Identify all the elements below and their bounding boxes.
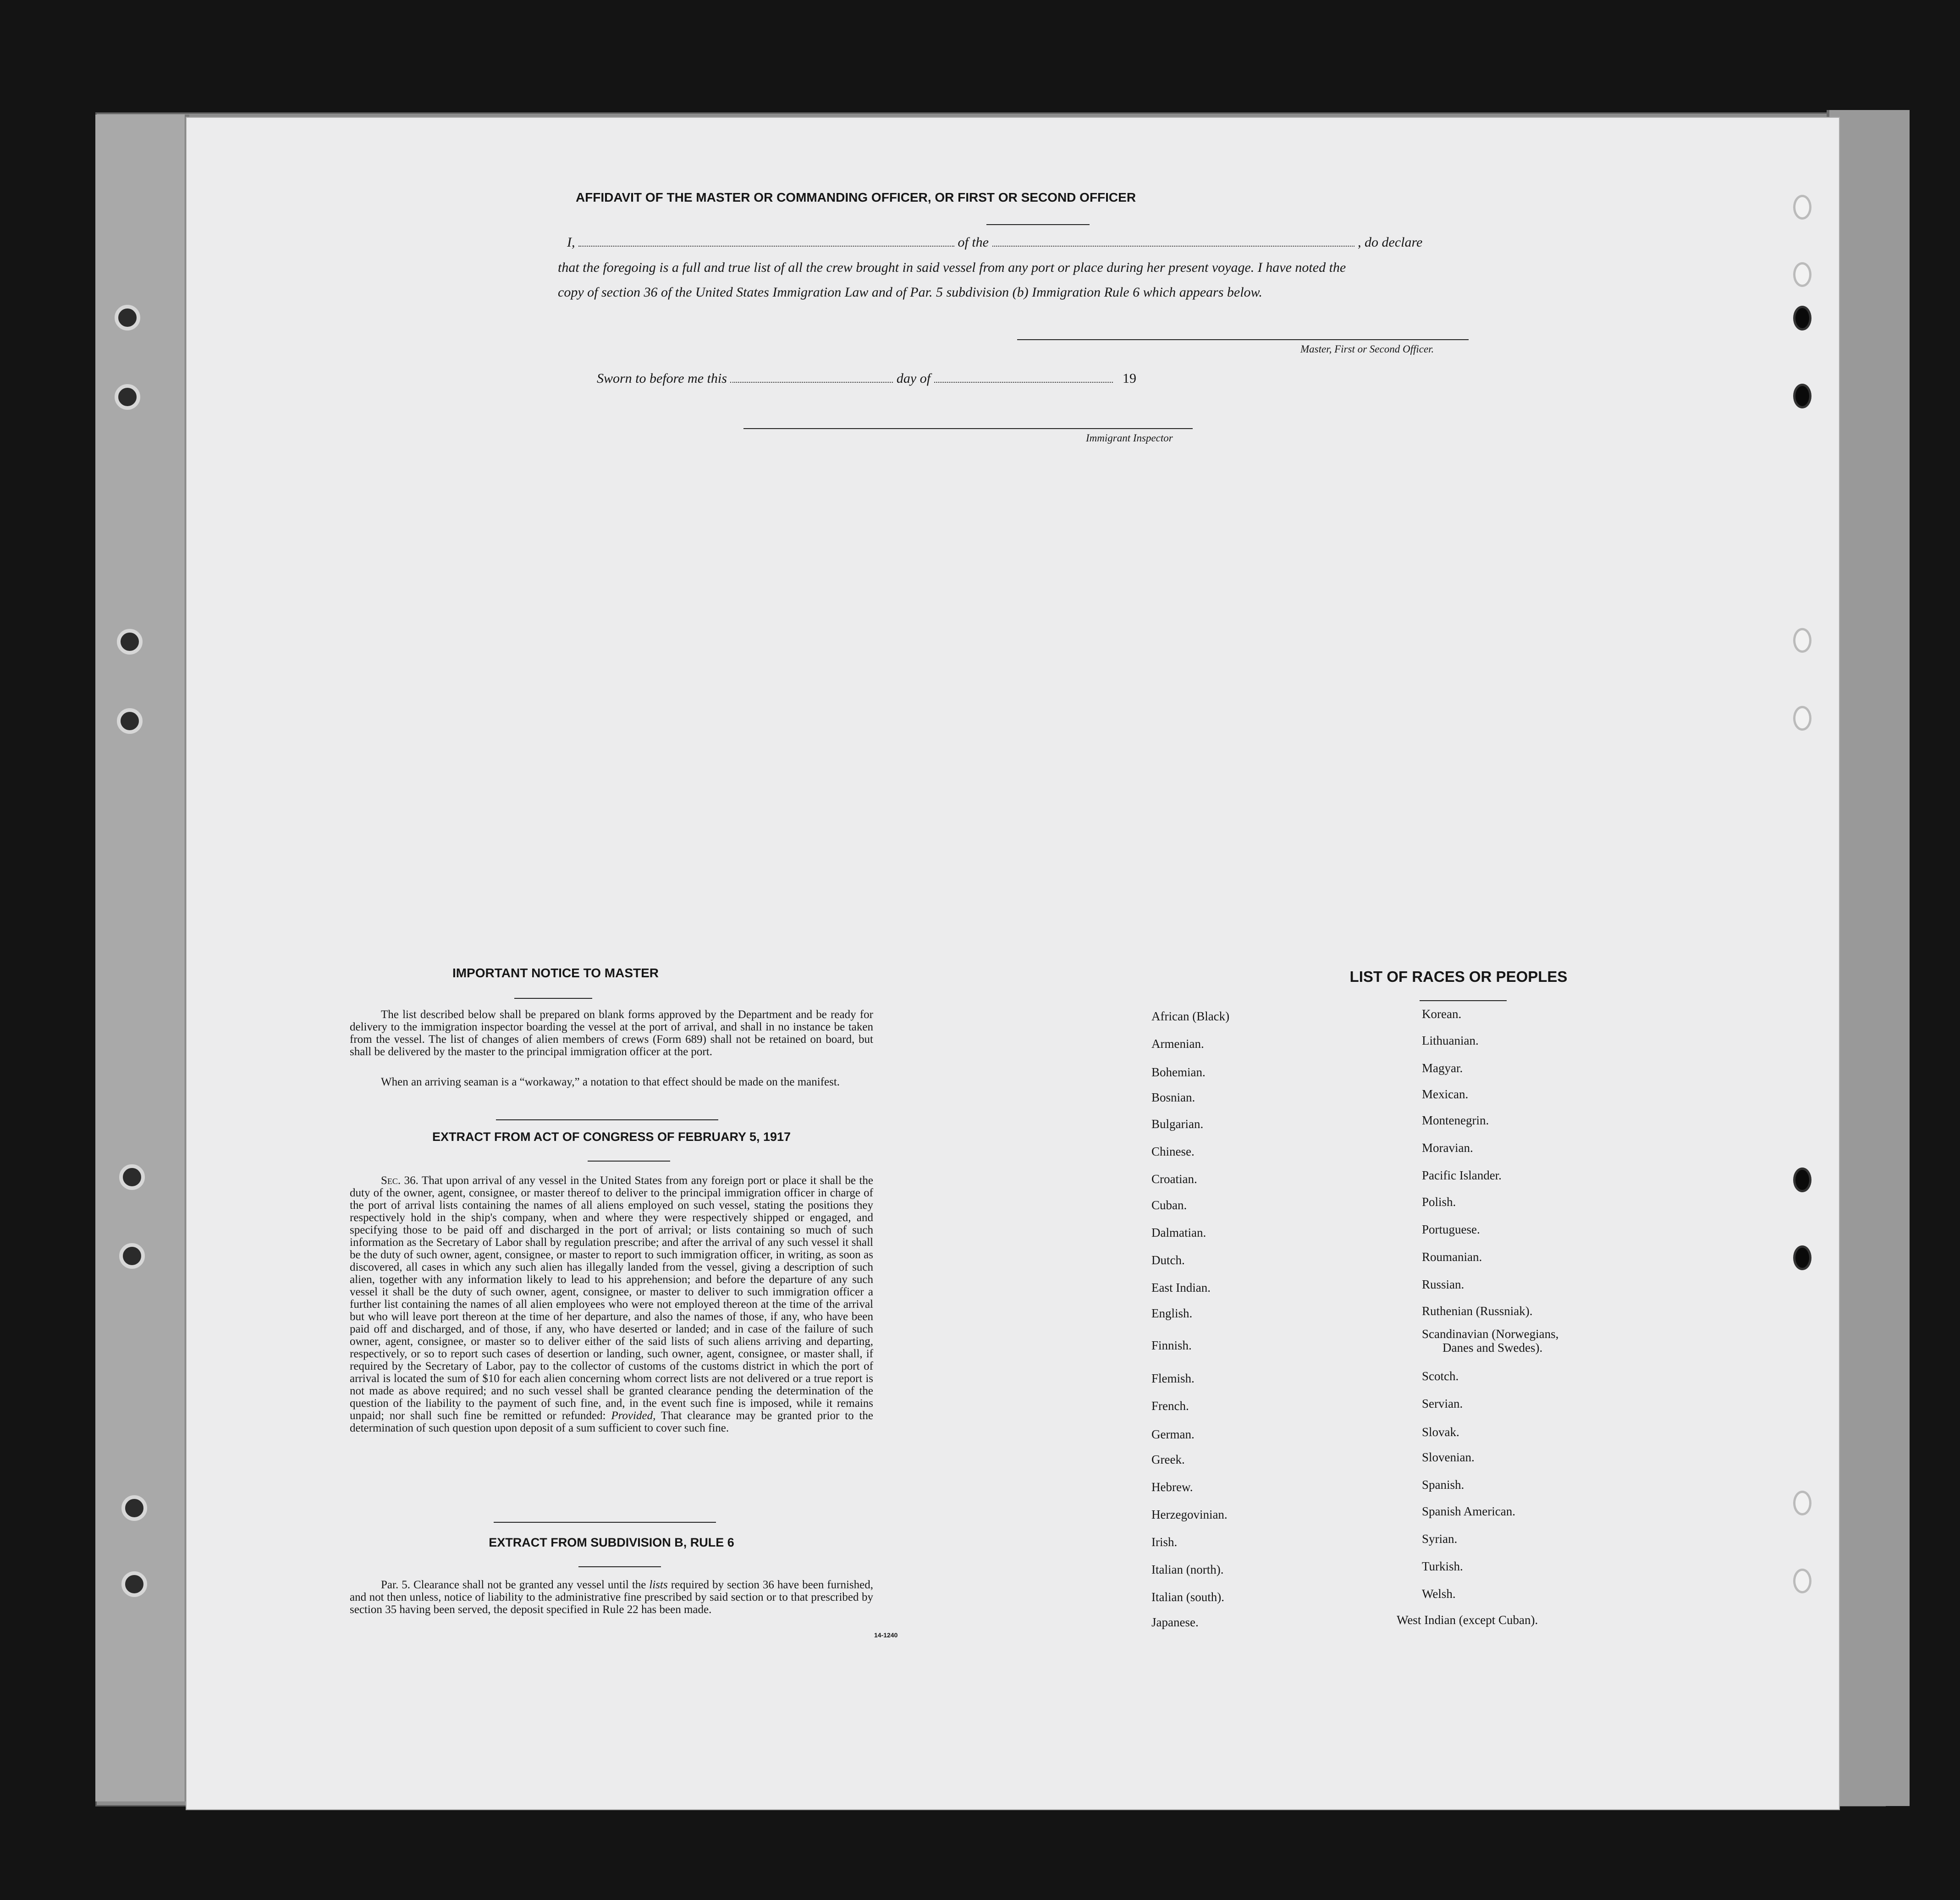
race-item: African (Black)	[1151, 1009, 1230, 1023]
races-title: LIST OF RACES OR PEOPLES	[1349, 968, 1568, 985]
race-item: German.	[1151, 1427, 1195, 1441]
punch-hole-icon	[1793, 1569, 1811, 1593]
race-item: Welsh.	[1422, 1587, 1456, 1601]
race-item: Bulgarian.	[1151, 1117, 1204, 1131]
race-item: Lithuanian.	[1422, 1034, 1479, 1047]
notice-title: IMPORTANT NOTICE TO MASTER	[452, 966, 659, 980]
binder-hole-icon	[117, 708, 143, 734]
affidavit-title: AFFIDAVIT OF THE MASTER OR COMMANDING OFFICER, OR FIRST OR SECOND OFFICER	[575, 190, 1136, 204]
extract-rule-title: EXTRACT FROM SUBDIVISION B, RULE 6	[489, 1536, 734, 1549]
binder-hole-icon	[119, 1243, 145, 1269]
race-item: Armenian.	[1151, 1037, 1204, 1051]
binder-hole-icon	[121, 1495, 147, 1521]
sworn-year-prefix: 19	[1123, 371, 1137, 386]
race-item: Flemish.	[1151, 1371, 1195, 1385]
race-item: Italian (north).	[1151, 1563, 1224, 1576]
race-item: Scotch.	[1422, 1369, 1459, 1383]
sworn-line	[597, 371, 1136, 386]
notice-paragraph-1	[350, 1008, 873, 1058]
section-36-text: That upon arrival of any vessel in the United States from any foreign port or place it shall be the duty of the owner, agent, consignee, or master thereof to deliver to the principal immigration officer in charge of the port of arrival lists containing the names of all aliens employed on such vessel, stating the positions they respectively hold in the ship's company, when and where they were respectively shipped or engaged, and specifying those to be paid off and discharged in the port of arrival; or lists containing so much of such information as the Secretary of Labor shall by regulation prescribe; and after the arrival of any such vessel it shall be the duty of such owner, agent, consignee, or master to report to such immigration officer, in writing, as soon as discovered, all cases in which any such alien has illegally landed from the vessel, giving a description of such alien, together with any information likely to lead to his apprehension; and before the departure of any such vessel it shall be the duty of such owner, agent, consignee, or master to deliver to such immigration officer a further list containing the names of all alien employees who were not employed thereon at the time of the arrival but who will leave port thereon at the time of her departure, and also the names of those, if any, who have been paid off and discharged, and of those, if any, who have deserted or landed; and in case of the failure of such owner, agent, consignee, or master so to deliver either of the said lists of such aliens arriving and departing, respectively, or so to report such cases of desertion or landing, such owner, agent, consignee, or master shall, if required by the Secretary of Labor, pay to the collector of customs of the customs district in which the port of arrival is located the sum of $10 for each alien concerning whom correct lists are not delivered or a true report is not made as above required; and no such vessel shall be granted clearance pending the determination of the question of the liability to the payment of such fine, and, in the event such fine is imposed, while it remains unpaid; nor shall such fine be remitted or refunded:	[350, 1174, 874, 1422]
race-item: Portuguese.	[1422, 1223, 1480, 1236]
binder-hole-icon	[119, 1164, 145, 1190]
master-signature-label: Master, First or Second Officer.	[1300, 343, 1434, 355]
sworn-day-field[interactable]	[730, 382, 893, 383]
sworn-month-field[interactable]	[934, 382, 1113, 383]
notice-p2-text: When an arriving seaman is a “workaway,” a notation to that effect should be made on the manifest.	[381, 1076, 840, 1088]
race-item: Slovenian.	[1422, 1450, 1475, 1464]
rule-text-end: required by section 36 have been furnished, and not then unless, notice of liability to the administrative fine prescribed by said section or to that prescribed by section 35 having been served, the deposit specified in Rule 22 has been made.	[350, 1579, 874, 1616]
form-sheet	[186, 117, 1840, 1810]
race-item: Danes and Swedes).	[1442, 1341, 1543, 1355]
race-item: Montenegrin.	[1422, 1113, 1489, 1127]
inspector-signature-line[interactable]	[743, 428, 1193, 429]
race-item: Servian.	[1422, 1397, 1463, 1410]
race-item: Korean.	[1422, 1007, 1462, 1021]
day-of-label: day of	[896, 371, 931, 386]
race-item: Roumanian.	[1422, 1250, 1482, 1264]
punch-hole-icon	[1793, 1245, 1811, 1270]
punch-hole-icon	[1793, 306, 1811, 330]
binder-hole-icon	[121, 1571, 147, 1597]
race-item: Pacific Islander.	[1422, 1168, 1502, 1182]
title-underline	[986, 224, 1090, 225]
race-item: Cuban.	[1151, 1198, 1187, 1212]
race-item: Bohemian.	[1151, 1065, 1206, 1079]
punch-hole-icon	[1793, 1491, 1811, 1515]
race-item: Mexican.	[1422, 1087, 1469, 1101]
notice-paragraph-2	[350, 1076, 873, 1088]
race-item: Dalmatian.	[1151, 1226, 1206, 1239]
binder-hole-icon	[117, 629, 143, 655]
race-item: Slovak.	[1422, 1425, 1459, 1439]
extract-act-body	[350, 1174, 873, 1434]
race-item: Chinese.	[1151, 1145, 1195, 1158]
do-declare-label: , do declare	[1358, 235, 1423, 250]
notice-p1-text: The list described below shall be prepared on blank forms approved by the Department and be ready for delivery to the immigration inspector boarding the vessel at the port of arrival, and shall in no instance be taken from the vessel. The list of changes of alien members of crews (Form 689) shall not be retained on board, but shall be delivered by the master to the principal immigration officer at the port.	[350, 1008, 873, 1058]
race-item: Spanish.	[1422, 1478, 1464, 1492]
section-36-text-end: That clearance may be granted prior to the determination of such question upon deposit of a sum sufficient to cover such fine.	[350, 1410, 874, 1434]
race-item: Spanish American.	[1422, 1504, 1515, 1518]
race-item: Moravian.	[1422, 1141, 1473, 1155]
race-item: East Indian.	[1151, 1281, 1211, 1294]
notice-underline	[514, 998, 592, 999]
punch-hole-icon	[1793, 1168, 1811, 1192]
rule-text-start: Par. 5. Clearance shall not be granted any vessel until the	[381, 1579, 646, 1591]
race-item: Russian.	[1422, 1278, 1464, 1291]
inspector-label: Immigrant Inspector	[1086, 432, 1173, 444]
race-item: Bosnian.	[1151, 1090, 1195, 1104]
race-item: Croatian.	[1151, 1172, 1197, 1186]
extract-rule-underline	[578, 1566, 661, 1567]
affidavit-i-label: I,	[567, 235, 575, 250]
race-item: Turkish.	[1422, 1559, 1463, 1573]
race-item: Herzegovinian.	[1151, 1508, 1228, 1521]
race-item: Ruthenian (Russniak).	[1422, 1304, 1533, 1318]
race-item: Magyar.	[1422, 1061, 1463, 1075]
race-item: West Indian (except Cuban).	[1397, 1613, 1538, 1627]
binder-hole-icon	[115, 384, 140, 410]
form-number: 14-1240	[874, 1631, 898, 1639]
binder-hole-icon	[115, 305, 140, 330]
race-item: French.	[1151, 1399, 1189, 1413]
race-item: Syrian.	[1422, 1532, 1458, 1546]
affidavit-line-2: that the foregoing is a full and true list of all the crew brought in said vessel from any port or place during her present voyage. I have noted the	[558, 260, 1346, 275]
race-item: Dutch.	[1151, 1253, 1185, 1267]
race-item: Scandinavian (Norwegians,	[1422, 1327, 1559, 1341]
race-item: Polish.	[1422, 1195, 1456, 1209]
extract-act-underline	[588, 1161, 670, 1162]
race-item: Japanese.	[1151, 1615, 1199, 1629]
race-item: Greek.	[1151, 1453, 1185, 1466]
extract-act-title: EXTRACT FROM ACT OF CONGRESS OF FEBRUARY 5, 1917	[432, 1130, 791, 1144]
race-item: Hebrew.	[1151, 1480, 1193, 1494]
race-item: Italian (south).	[1151, 1590, 1224, 1604]
extract-rule-body	[350, 1579, 873, 1616]
punch-hole-icon	[1793, 628, 1811, 653]
section-divider	[494, 1522, 716, 1523]
section-36-label: Sec. 36.	[381, 1174, 418, 1187]
punch-hole-icon	[1793, 706, 1811, 731]
punch-hole-icon	[1793, 195, 1811, 220]
binder-strip-left	[95, 115, 189, 1801]
races-underline	[1420, 1000, 1507, 1001]
race-item: Irish.	[1151, 1535, 1178, 1549]
affidavit-line-3: copy of section 36 of the United States Immigration Law and of Par. 5 subdivision (b) Immigration Rule 6 which appears below.	[558, 285, 1262, 300]
sworn-prefix: Sworn to before me this	[597, 371, 727, 386]
lists-word: lists	[649, 1579, 668, 1591]
provided-word: Provided,	[611, 1410, 656, 1422]
section-divider	[496, 1119, 718, 1120]
punch-hole-icon	[1793, 262, 1811, 287]
affidavit-line-1	[567, 235, 1658, 250]
of-the-label: of the	[958, 235, 989, 250]
master-name-field[interactable]	[578, 246, 954, 247]
punch-hole-icon	[1793, 384, 1811, 408]
vessel-name-field[interactable]	[992, 246, 1354, 247]
master-signature-line[interactable]	[1017, 339, 1469, 340]
race-item: Finnish.	[1151, 1338, 1192, 1352]
race-item: English.	[1151, 1306, 1193, 1320]
